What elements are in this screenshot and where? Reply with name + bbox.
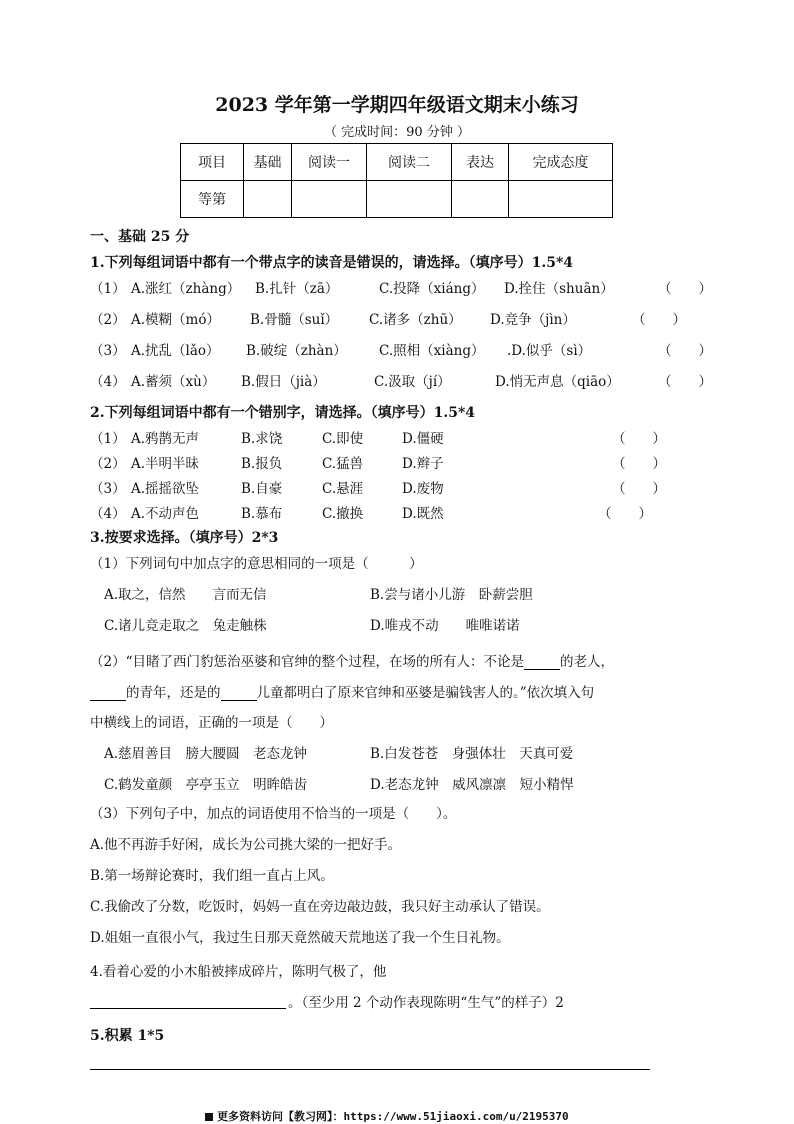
row-number: （4） (90, 506, 126, 522)
answer-blank[interactable]: （ ） (632, 312, 686, 328)
question-3-title: 3.按要求选择。（填序号）2*3 (90, 530, 279, 546)
row-number: （1） (90, 281, 126, 297)
grade-input-cell[interactable] (509, 181, 613, 218)
option-a: A.慈眉善目 膀大腰圆 老态龙钟 (104, 746, 308, 762)
option-d: D.唯戎不动 唯唯诺诺 (370, 618, 520, 634)
fill-blank[interactable] (90, 686, 126, 701)
option-d: D.拴住（shuān） (504, 281, 614, 297)
answer-line[interactable] (90, 1008, 286, 1009)
option-d: D.悄无声息（qiāo） (495, 374, 620, 390)
table-cell: 项目 (181, 144, 244, 181)
row-number: （3） (90, 481, 126, 497)
page-title: 2023 学年第一学期四年级语文期末小练习 (215, 94, 579, 116)
option-a: A.鸦鹊无声 (131, 431, 200, 447)
table-cell: 基础 (244, 144, 292, 181)
grade-table-header-row (181, 144, 613, 181)
answer-blank[interactable]: （ ） (658, 374, 712, 390)
row-number: （3） (90, 343, 126, 359)
table-cell: 完成态度 (509, 144, 613, 181)
section-heading: 一、基础 25 分 (90, 229, 190, 245)
sentence-text: （2）“目睹了西门豹惩治巫婆和官绅的整个过程，在场的所有人：不论是 (90, 654, 524, 670)
row-number: （1） (90, 431, 126, 447)
sentence-text: 儿童都明白了原来官绅和巫婆是骗钱害人的。”依次填入句 (256, 685, 595, 701)
grade-input-cell[interactable] (367, 181, 452, 218)
answer-blank[interactable]: （ ） (612, 456, 666, 472)
option-b: B.报负 (241, 456, 283, 472)
fill-blank[interactable] (524, 655, 560, 670)
grade-table (180, 143, 613, 218)
sentence-text: 的青年，还是的 (126, 685, 221, 701)
option-b: B.第一场辩论赛时，我们组一直占上风。 (90, 868, 334, 884)
option-d: D.僵硬 (402, 431, 444, 447)
option-a: A.半明半昧 (131, 456, 200, 472)
sentence-text: 的老人， (560, 654, 614, 670)
fill-blank[interactable] (221, 686, 257, 701)
row-number: （2） (90, 456, 126, 472)
grade-input-cell[interactable] (452, 181, 509, 218)
answer-blank[interactable]: （ ） (612, 431, 666, 447)
option-b: B.扎针（zā） (255, 281, 339, 297)
option-c: C.照相（xiàng） (379, 343, 485, 359)
option-c: C.悬涯 (322, 481, 364, 497)
answer-line[interactable] (90, 1069, 650, 1070)
question-2-title: 2.下列每组词语中都有一个错别字，请选择。（填序号）1.5*4 (90, 405, 476, 421)
option-b: B.破绽（zhàn） (246, 343, 347, 359)
option-d: D.废物 (402, 481, 444, 497)
answer-blank[interactable]: （ ） (658, 281, 712, 297)
question-3-sub1: （1）下列词句中加点字的意思相同的一项是（ ） (90, 556, 423, 572)
option-a: A.摇摇欲坠 (131, 481, 200, 497)
row-number: （2） (90, 312, 126, 328)
answer-blank[interactable]: （ ） (598, 506, 652, 522)
grade-input-cell[interactable] (292, 181, 367, 218)
option-c: C.鹤发童颜 亭亭玉立 明眸皓齿 (104, 777, 308, 793)
grade-table-row (181, 181, 613, 218)
option-c: C.撤换 (322, 506, 364, 522)
question-5-title: 5.积累 1*5 (90, 1028, 165, 1044)
option-d: D.老态龙钟 威风凛凛 短小精悍 (370, 777, 574, 793)
option-b: B.慕布 (241, 506, 283, 522)
page-subtitle: （ 完成时间：90 分钟 ） (324, 125, 470, 140)
option-a: A.取之，信然 言而无信 (104, 587, 267, 603)
option-c: C.猛兽 (322, 456, 364, 472)
option-b: B.假日（jià） (241, 374, 326, 390)
option-d: D.既然 (402, 506, 444, 522)
option-b: B.尝与诸小儿游 卧薪尝胆 (370, 587, 533, 603)
question-4-line1: 4.看着心爱的小木船被摔成碎片，陈明气极了，他 (90, 964, 387, 980)
option-d: D.辫子 (402, 456, 444, 472)
option-b: B.自豪 (241, 481, 283, 497)
option-a: A.不动声色 (131, 506, 200, 522)
answer-blank[interactable]: （ ） (612, 481, 666, 497)
question-3-sub2-line3: 中横线上的词语，正确的一项是（ ） (90, 715, 333, 731)
option-c: C.诸多（zhū） (369, 312, 462, 328)
option-a: A.模糊（mó） (131, 312, 220, 328)
footer-link[interactable] (205, 1108, 569, 1124)
option-d: .D.似乎（sì） (507, 343, 592, 359)
table-cell: 阅读一 (292, 144, 367, 181)
row-number: （4） (90, 374, 126, 390)
table-cell: 表达 (452, 144, 509, 181)
option-a: A.他不再游手好闲，成长为公司挑大梁的一把好手。 (90, 837, 402, 853)
option-b: B.求饶 (241, 431, 283, 447)
option-a: A.涨红（zhàng） (131, 281, 241, 297)
option-a: A.扰乱（lǎo） (131, 343, 220, 359)
option-c: C.汲取（jí） (374, 374, 451, 390)
option-a: A.蓄须（xù） (131, 374, 216, 390)
question-4-line2: 。（至少用 2 个动作表现陈明“生气”的样子）2 (288, 995, 564, 1011)
option-d: D.竞争（jìn） (490, 312, 576, 328)
question-3-sub3: （3）下列句子中，加点的词语使用不恰当的一项是（ ）。 (90, 806, 457, 822)
question-1-title: 1.下列每组词语中都有一个带点字的读音是错误的，请选择。（填序号）1.5*4 (90, 255, 574, 271)
option-b: B.骨髓（suǐ） (250, 312, 339, 328)
question-3-sub2-line1 (90, 650, 614, 670)
table-cell: 阅读二 (367, 144, 452, 181)
option-b: B.白发苍苍 身强体壮 天真可爱 (370, 746, 574, 762)
option-c: C.投降（xiáng） (379, 281, 485, 297)
table-cell: 等第 (181, 181, 244, 218)
answer-blank[interactable]: （ ） (658, 343, 712, 359)
option-d: D.姐姐一直很小气，我过生日那天竟然破天荒地送了我一个生日礼物。 (90, 930, 510, 946)
option-c: C.诸儿竞走取之 兔走触株 (104, 618, 267, 634)
option-c: C.即使 (322, 431, 364, 447)
question-3-sub2-line2 (90, 681, 594, 701)
footer-text: 更多资料访问【教习网】：https://www.51jiaoxi.com/u/2195370 (217, 1110, 569, 1123)
flag-icon (205, 1113, 213, 1121)
option-c: C.我偷改了分数，吃饭时，妈妈一直在旁边敲边鼓，我只好主动承认了错误。 (90, 899, 550, 915)
grade-input-cell[interactable] (244, 181, 292, 218)
